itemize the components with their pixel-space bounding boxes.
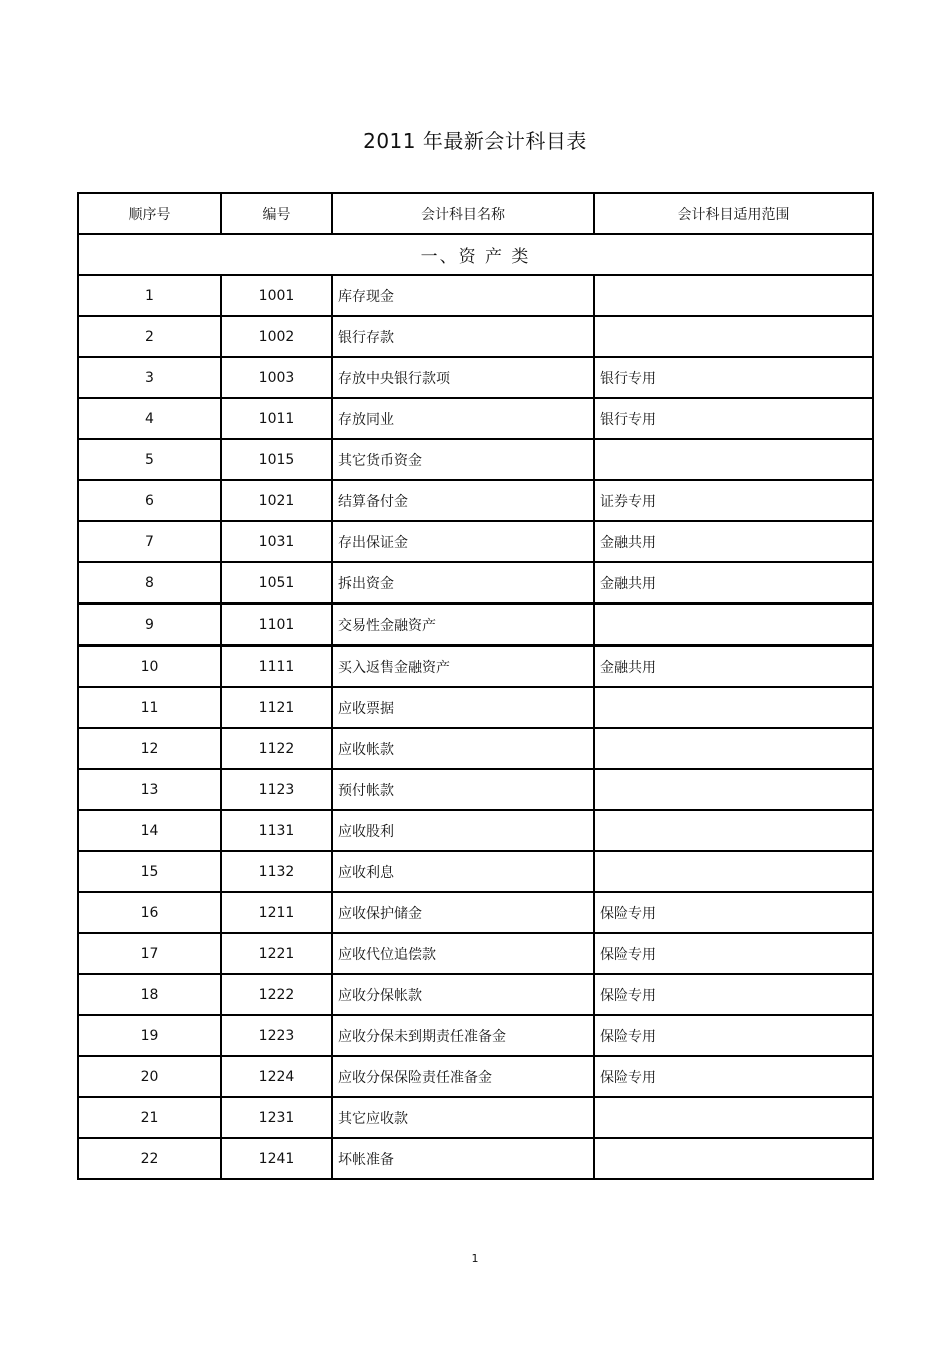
cell-code: 1222 bbox=[221, 974, 332, 1015]
cell-name: 拆出资金 bbox=[332, 562, 594, 604]
cell-seq: 21 bbox=[78, 1097, 221, 1138]
cell-code: 1001 bbox=[221, 275, 332, 316]
table-row bbox=[78, 933, 873, 974]
cell-seq: 12 bbox=[78, 728, 221, 769]
cell-seq: 3 bbox=[78, 357, 221, 398]
table-row bbox=[78, 357, 873, 398]
table-row bbox=[78, 398, 873, 439]
cell-scope bbox=[594, 275, 873, 316]
cell-scope bbox=[594, 1097, 873, 1138]
cell-name: 银行存款 bbox=[332, 316, 594, 357]
cell-code: 1003 bbox=[221, 357, 332, 398]
table-header-row bbox=[78, 193, 873, 234]
cell-scope: 金融共用 bbox=[594, 562, 873, 604]
cell-code: 1223 bbox=[221, 1015, 332, 1056]
cell-scope bbox=[594, 687, 873, 728]
cell-scope bbox=[594, 810, 873, 851]
cell-name: 应收代位追偿款 bbox=[332, 933, 594, 974]
account-table bbox=[77, 192, 874, 1180]
table-row bbox=[78, 810, 873, 851]
table-row bbox=[78, 439, 873, 480]
cell-seq: 9 bbox=[78, 604, 221, 646]
cell-seq: 14 bbox=[78, 810, 221, 851]
cell-scope bbox=[594, 728, 873, 769]
cell-code: 1002 bbox=[221, 316, 332, 357]
table-row bbox=[78, 1138, 873, 1179]
cell-name: 存出保证金 bbox=[332, 521, 594, 562]
cell-scope: 保险专用 bbox=[594, 933, 873, 974]
section-row bbox=[78, 234, 873, 275]
cell-code: 1121 bbox=[221, 687, 332, 728]
cell-code: 1241 bbox=[221, 1138, 332, 1179]
cell-name: 预付帐款 bbox=[332, 769, 594, 810]
cell-code: 1224 bbox=[221, 1056, 332, 1097]
cell-code: 1021 bbox=[221, 480, 332, 521]
cell-name: 应收分保帐款 bbox=[332, 974, 594, 1015]
cell-seq: 16 bbox=[78, 892, 221, 933]
cell-name: 应收保护储金 bbox=[332, 892, 594, 933]
cell-seq: 6 bbox=[78, 480, 221, 521]
page-number: 1 bbox=[471, 1252, 479, 1265]
cell-name: 应收帐款 bbox=[332, 728, 594, 769]
table-row bbox=[78, 562, 873, 604]
cell-code: 1221 bbox=[221, 933, 332, 974]
cell-scope bbox=[594, 769, 873, 810]
cell-name: 其它货币资金 bbox=[332, 439, 594, 480]
cell-name: 买入返售金融资产 bbox=[332, 646, 594, 688]
cell-seq: 1 bbox=[78, 275, 221, 316]
cell-scope: 保险专用 bbox=[594, 892, 873, 933]
cell-name: 库存现金 bbox=[332, 275, 594, 316]
cell-scope: 证券专用 bbox=[594, 480, 873, 521]
cell-code: 1123 bbox=[221, 769, 332, 810]
table-row bbox=[78, 769, 873, 810]
table-row bbox=[78, 687, 873, 728]
table-row bbox=[78, 1097, 873, 1138]
cell-code: 1101 bbox=[221, 604, 332, 646]
table-row bbox=[78, 728, 873, 769]
cell-scope bbox=[594, 439, 873, 480]
cell-code: 1122 bbox=[221, 728, 332, 769]
cell-scope bbox=[594, 316, 873, 357]
cell-name: 交易性金融资产 bbox=[332, 604, 594, 646]
cell-name: 应收分保未到期责任准备金 bbox=[332, 1015, 594, 1056]
table-row bbox=[78, 646, 873, 688]
cell-name: 坏帐准备 bbox=[332, 1138, 594, 1179]
table-row bbox=[78, 1015, 873, 1056]
header-name: 会计科目名称 bbox=[332, 193, 594, 234]
cell-code: 1011 bbox=[221, 398, 332, 439]
cell-scope bbox=[594, 851, 873, 892]
cell-code: 1015 bbox=[221, 439, 332, 480]
header-scope: 会计科目适用范围 bbox=[594, 193, 873, 234]
cell-seq: 4 bbox=[78, 398, 221, 439]
cell-code: 1051 bbox=[221, 562, 332, 604]
cell-seq: 18 bbox=[78, 974, 221, 1015]
table-row bbox=[78, 851, 873, 892]
table-row bbox=[78, 316, 873, 357]
cell-seq: 22 bbox=[78, 1138, 221, 1179]
cell-name: 应收分保保险责任准备金 bbox=[332, 1056, 594, 1097]
header-code: 编号 bbox=[221, 193, 332, 234]
cell-scope: 银行专用 bbox=[594, 398, 873, 439]
cell-name: 结算备付金 bbox=[332, 480, 594, 521]
table-row bbox=[78, 480, 873, 521]
page-title: 2011 年最新会计科目表 bbox=[363, 129, 587, 153]
cell-scope: 保险专用 bbox=[594, 1056, 873, 1097]
table-row bbox=[78, 974, 873, 1015]
cell-code: 1131 bbox=[221, 810, 332, 851]
cell-scope bbox=[594, 604, 873, 646]
table-row bbox=[78, 1056, 873, 1097]
cell-scope: 保险专用 bbox=[594, 1015, 873, 1056]
cell-seq: 5 bbox=[78, 439, 221, 480]
cell-seq: 10 bbox=[78, 646, 221, 688]
table-row bbox=[78, 521, 873, 562]
cell-scope bbox=[594, 1138, 873, 1179]
cell-seq: 17 bbox=[78, 933, 221, 974]
section-heading: 一、资 产 类 bbox=[78, 234, 873, 275]
cell-seq: 20 bbox=[78, 1056, 221, 1097]
cell-code: 1111 bbox=[221, 646, 332, 688]
cell-code: 1231 bbox=[221, 1097, 332, 1138]
cell-name: 存放中央银行款项 bbox=[332, 357, 594, 398]
cell-name: 应收票据 bbox=[332, 687, 594, 728]
cell-code: 1132 bbox=[221, 851, 332, 892]
header-seq: 顺序号 bbox=[78, 193, 221, 234]
table-row bbox=[78, 604, 873, 646]
cell-scope: 银行专用 bbox=[594, 357, 873, 398]
cell-seq: 19 bbox=[78, 1015, 221, 1056]
cell-scope: 金融共用 bbox=[594, 521, 873, 562]
table-row bbox=[78, 275, 873, 316]
cell-name: 存放同业 bbox=[332, 398, 594, 439]
cell-scope: 保险专用 bbox=[594, 974, 873, 1015]
cell-scope: 金融共用 bbox=[594, 646, 873, 688]
cell-seq: 7 bbox=[78, 521, 221, 562]
cell-seq: 2 bbox=[78, 316, 221, 357]
cell-name: 应收利息 bbox=[332, 851, 594, 892]
cell-code: 1031 bbox=[221, 521, 332, 562]
cell-name: 其它应收款 bbox=[332, 1097, 594, 1138]
cell-name: 应收股利 bbox=[332, 810, 594, 851]
cell-seq: 15 bbox=[78, 851, 221, 892]
cell-seq: 13 bbox=[78, 769, 221, 810]
cell-seq: 8 bbox=[78, 562, 221, 604]
table-row bbox=[78, 892, 873, 933]
cell-seq: 11 bbox=[78, 687, 221, 728]
cell-code: 1211 bbox=[221, 892, 332, 933]
